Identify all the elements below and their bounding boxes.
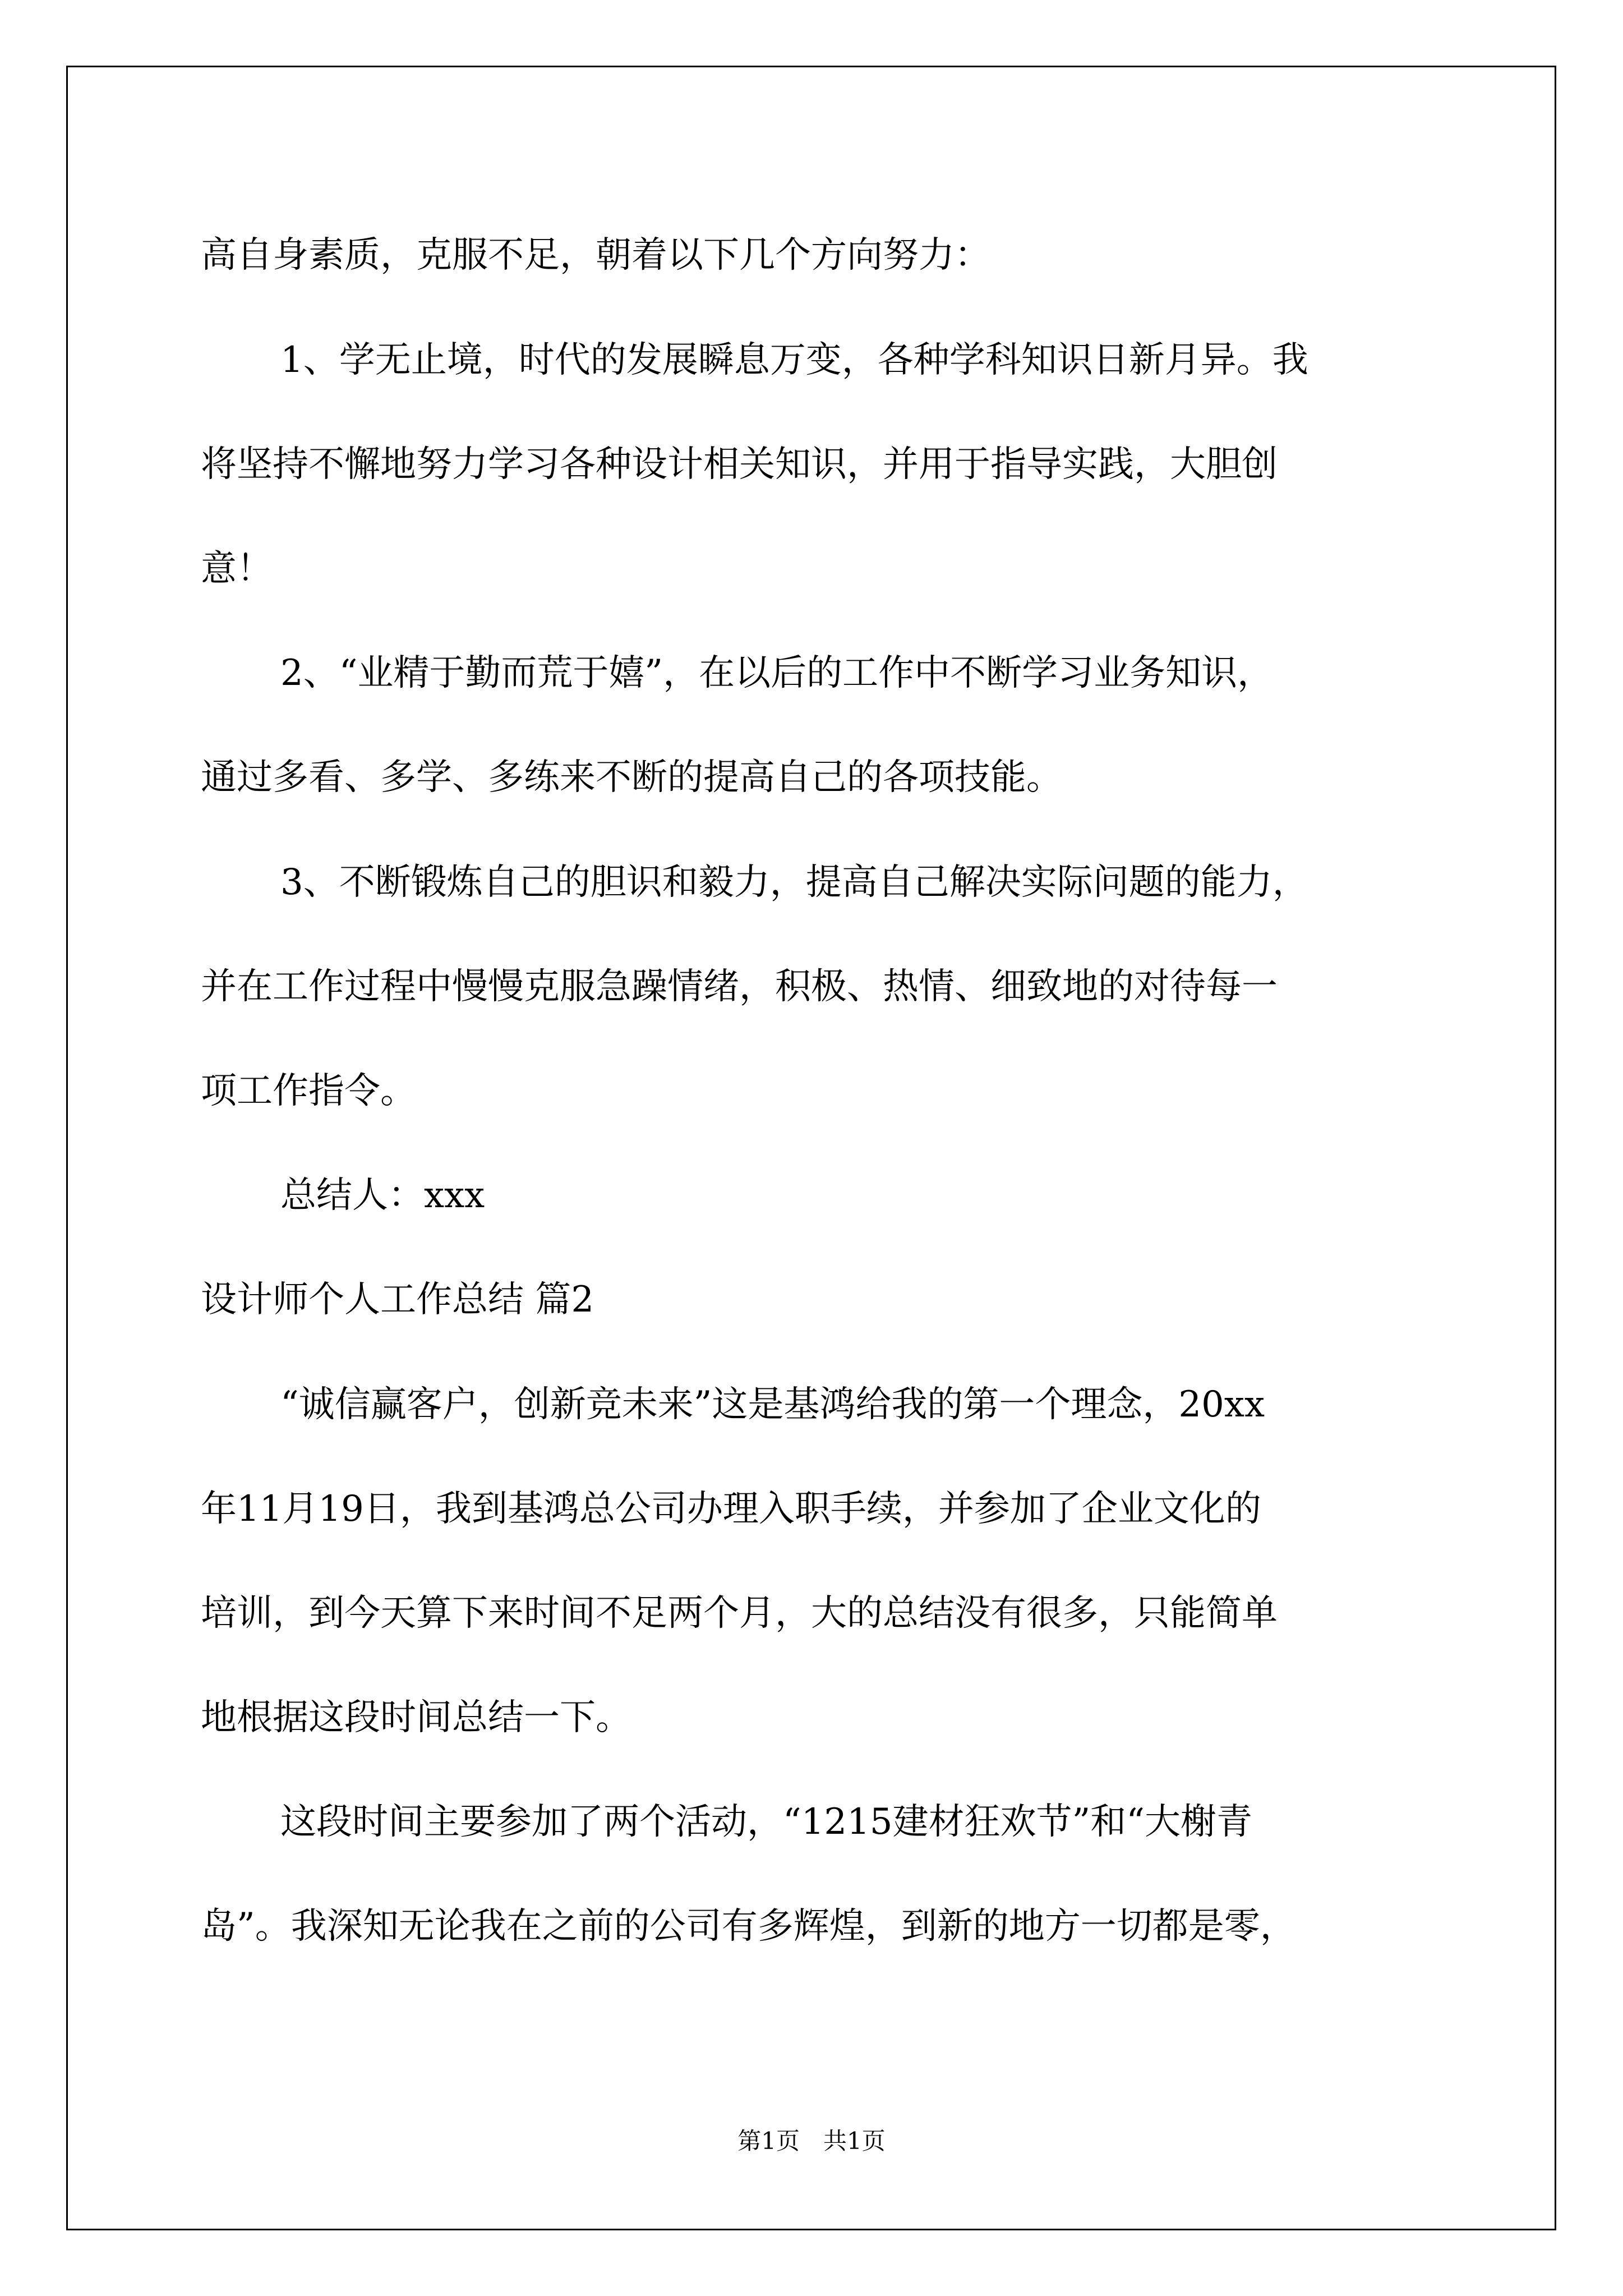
text-line: 年11月19日，我到基鸿总公司办理入职手续，并参加了企业文化的 bbox=[201, 1488, 1261, 1530]
text-line: 项工作指令。 bbox=[201, 1070, 416, 1112]
text-line: 地根据这段时间总结一下。 bbox=[201, 1697, 631, 1738]
section-heading: 设计师个人工作总结 篇2 bbox=[201, 1279, 594, 1320]
text-line: 通过多看、多学、多练来不断的提高自己的各项技能。 bbox=[201, 757, 1062, 798]
signature-line: 总结人：xxx bbox=[280, 1175, 485, 1216]
text-line: 高自身素质，克服不足，朝着以下几个方向努力： bbox=[201, 234, 990, 276]
text-line: 将坚持不懈地努力学习各种设计相关知识，并用于指导实践，大胆创 bbox=[201, 444, 1278, 485]
text-line: 2、“业精于勤而荒于嬉”，在以后的工作中不断学习业务知识， bbox=[280, 652, 1274, 694]
text-line: 培训，到今天算下来时间不足两个月，大的总结没有很多，只能简单 bbox=[201, 1593, 1278, 1634]
text-line: 意！ bbox=[201, 548, 273, 590]
text-line: “诚信赢客户，创新竞未来”这是基鸿给我的第一个理念，20xx bbox=[280, 1384, 1265, 1425]
text-line: 1、学无止境，时代的发展瞬息万变，各种学科知识日新月异。我 bbox=[280, 339, 1308, 381]
text-line: 这段时间主要参加了两个活动，“1215建材狂欢节”和“大榭青 bbox=[280, 1801, 1253, 1843]
text-line: 并在工作过程中慢慢克服急躁情绪，积极、热情、细致地的对待每一 bbox=[201, 966, 1278, 1007]
page-number-footer: 第1页 共1页 bbox=[737, 2127, 886, 2155]
text-line: 岛”。我深知无论我在之前的公司有多辉煌，到新的地方一切都是零， bbox=[201, 1906, 1296, 1947]
text-line: 3、不断锻炼自己的胆识和毅力，提高自己解决实际问题的能力， bbox=[280, 862, 1308, 903]
